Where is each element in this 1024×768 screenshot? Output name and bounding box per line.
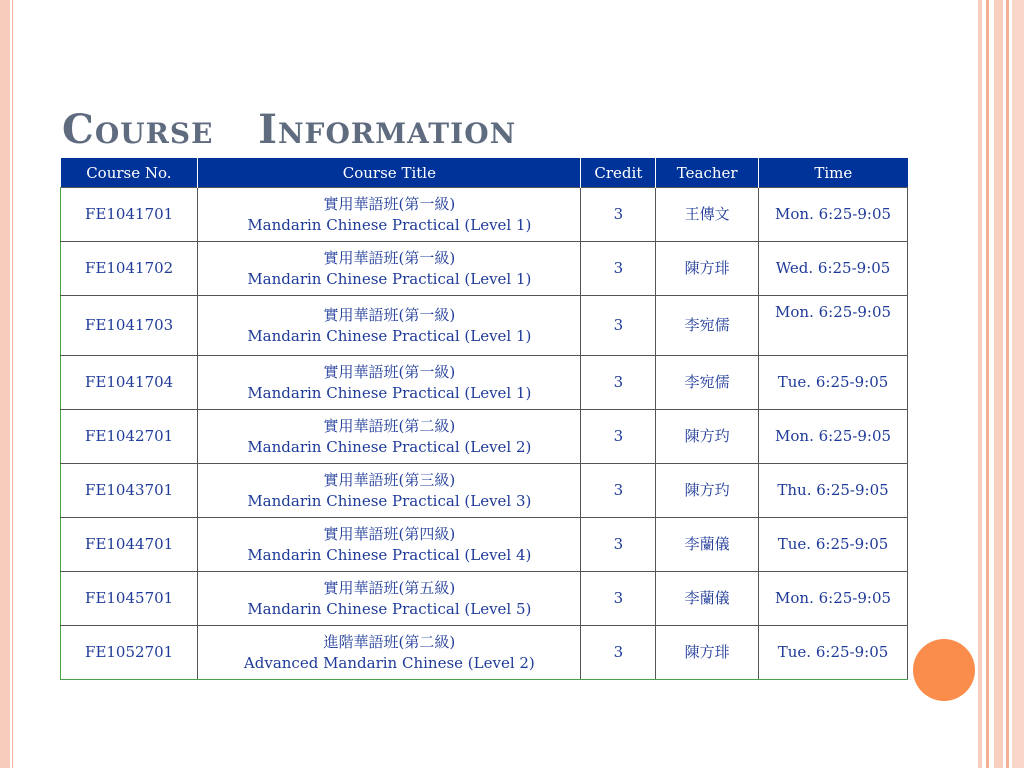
- table-row: [61, 242, 908, 296]
- course-no-cell: FE1042701: [61, 410, 198, 464]
- slide-frame-left: [0, 0, 10, 768]
- course-title-en: Mandarin Chinese Practical (Level 4): [247, 545, 532, 564]
- course-title-zh: 進階華語班(第二級): [323, 632, 456, 651]
- header-course-title: Course Title: [198, 158, 581, 188]
- frame-stripe: [1012, 0, 1024, 768]
- table-header-row: [61, 158, 908, 188]
- course-table: [60, 158, 908, 680]
- table-row: [61, 410, 908, 464]
- course-title-en: Mandarin Chinese Practical (Level 3): [247, 491, 532, 510]
- table-row: [61, 296, 908, 356]
- course-title-cell: [198, 188, 581, 242]
- course-title-en: Advanced Mandarin Chinese (Level 2): [243, 653, 535, 672]
- teacher-cell: 陳方琲: [656, 626, 759, 680]
- course-title-cell: [198, 464, 581, 518]
- credit-cell: 3: [581, 356, 656, 410]
- credit-cell: 3: [581, 518, 656, 572]
- course-title-en: Mandarin Chinese Practical (Level 2): [247, 437, 532, 456]
- course-no-cell: FE1044701: [61, 518, 198, 572]
- time-cell: Mon. 6:25-9:05: [759, 296, 908, 356]
- teacher-cell: 陳方玓: [656, 410, 759, 464]
- credit-cell: 3: [581, 242, 656, 296]
- credit-cell: 3: [581, 626, 656, 680]
- teacher-cell: 李蘭儀: [656, 518, 759, 572]
- course-title-cell: [198, 626, 581, 680]
- table-row: [61, 188, 908, 242]
- course-no-cell: FE1041701: [61, 188, 198, 242]
- course-no-cell: FE1041703: [61, 296, 198, 356]
- time-cell: Tue. 6:25-9:05: [759, 518, 908, 572]
- credit-cell: 3: [581, 410, 656, 464]
- course-title-en: Mandarin Chinese Practical (Level 1): [247, 383, 532, 402]
- course-title-cell: [198, 356, 581, 410]
- course-title-cell: [198, 572, 581, 626]
- time-cell: Wed. 6:25-9:05: [759, 242, 908, 296]
- frame-stripe: [1006, 0, 1009, 768]
- course-title-zh: 實用華語班(第二級): [323, 416, 456, 435]
- teacher-cell: 李宛儒: [656, 356, 759, 410]
- header-time: Time: [759, 158, 908, 188]
- course-title-zh: 實用華語班(第五級): [323, 578, 456, 597]
- teacher-cell: 陳方琲: [656, 242, 759, 296]
- course-title-zh: 實用華語班(第一級): [323, 194, 456, 213]
- time-cell: Mon. 6:25-9:05: [759, 410, 908, 464]
- header-teacher: Teacher: [656, 158, 759, 188]
- teacher-cell: 王傳文: [656, 188, 759, 242]
- course-no-cell: FE1052701: [61, 626, 198, 680]
- course-title-en: Mandarin Chinese Practical (Level 5): [247, 599, 532, 618]
- table-row: [61, 626, 908, 680]
- frame-stripe: [978, 0, 982, 768]
- course-title-cell: [198, 296, 581, 356]
- course-no-cell: FE1043701: [61, 464, 198, 518]
- course-title-zh: 實用華語班(第一級): [323, 305, 456, 324]
- course-title-zh: 實用華語班(第一級): [323, 248, 456, 267]
- slide-title: Course Information: [62, 106, 517, 153]
- course-title-en: Mandarin Chinese Practical (Level 1): [247, 326, 532, 345]
- course-no-cell: FE1041704: [61, 356, 198, 410]
- time-cell: Mon. 6:25-9:05: [759, 188, 908, 242]
- time-cell: Thu. 6:25-9:05: [759, 464, 908, 518]
- table-row: [61, 356, 908, 410]
- frame-stripe: [994, 0, 1003, 768]
- slide-frame-right: [978, 0, 1024, 768]
- teacher-cell: 李蘭儀: [656, 572, 759, 626]
- course-title-cell: [198, 518, 581, 572]
- decorative-orange-circle: [913, 639, 975, 701]
- course-title-zh: 實用華語班(第四級): [323, 524, 456, 543]
- table-row: [61, 572, 908, 626]
- credit-cell: 3: [581, 188, 656, 242]
- time-cell: Tue. 6:25-9:05: [759, 626, 908, 680]
- header-course-no: Course No.: [61, 158, 198, 188]
- credit-cell: 3: [581, 464, 656, 518]
- frame-stripe: [986, 0, 989, 768]
- course-title-en: Mandarin Chinese Practical (Level 1): [247, 269, 532, 288]
- course-no-cell: FE1041702: [61, 242, 198, 296]
- table-row: [61, 518, 908, 572]
- time-cell: Tue. 6:25-9:05: [759, 356, 908, 410]
- course-title-en: Mandarin Chinese Practical (Level 1): [247, 215, 532, 234]
- teacher-cell: 李宛儒: [656, 296, 759, 356]
- credit-cell: 3: [581, 296, 656, 356]
- header-credit: Credit: [581, 158, 656, 188]
- course-title-cell: [198, 410, 581, 464]
- table-row: [61, 464, 908, 518]
- course-title-zh: 實用華語班(第一級): [323, 362, 456, 381]
- course-title-cell: [198, 242, 581, 296]
- course-title-zh: 實用華語班(第三級): [323, 470, 456, 489]
- credit-cell: 3: [581, 572, 656, 626]
- course-no-cell: FE1045701: [61, 572, 198, 626]
- teacher-cell: 陳方玓: [656, 464, 759, 518]
- time-cell: Mon. 6:25-9:05: [759, 572, 908, 626]
